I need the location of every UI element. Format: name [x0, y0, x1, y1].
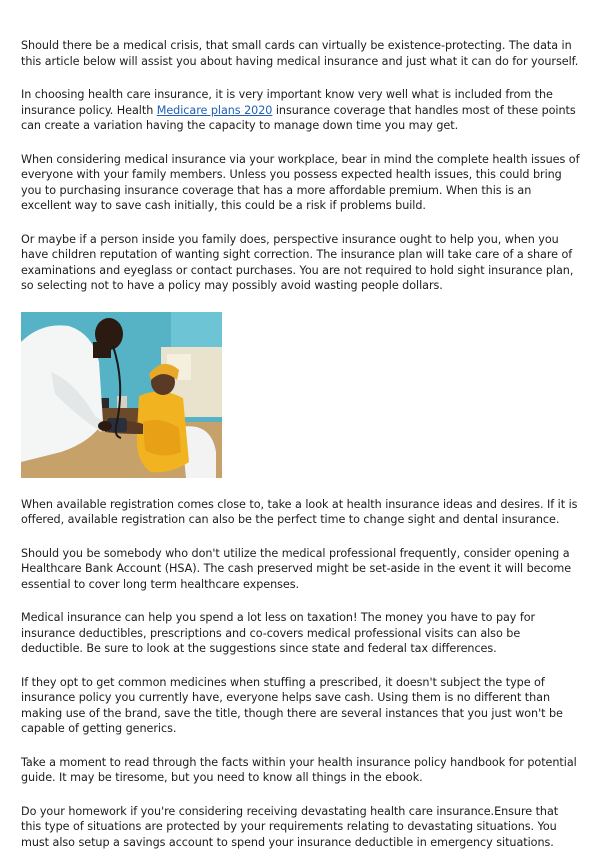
paragraph-4: Or maybe if a person inside you family does, perspective insurance ought to help you, when you have children reputation of wanting sight correction. The insurance plan will take care of a share of examinations and eyeglass or contact purchases. You are not required to hold sight insurance plan, so selecting not to have a policy may possibly avoid wasting people dollars. [21, 232, 574, 292]
paragraph-2-end: insurance coverage that handles most of these points can create a variation having the capacity to manage down time you may get. [21, 103, 576, 132]
paragraph-2 [21, 87, 581, 134]
paragraph-8: If they opt to get common medicines when stuffing a prescribed, it doesn't subject the type of insurance policy you currently have, everyone helps save cash. Using them is no different than making use of the brand, save the title, though there are several instances that you just won't be capable of getting generics. [21, 675, 563, 735]
paragraph-1: Should there be a medical crisis, that small cards can virtually be existence-protecting. The data in this article below will assist you about having medical insurance and just what it can do for yourself. [21, 39, 579, 68]
paragraph-9: Take a moment to read through the facts within your health insurance policy handbook for potential guide. It may be tiresome, but you need to know all things in the ebook. [21, 755, 577, 784]
paragraph-2-start: In choosing health care insurance, it is very important know very well what is included from the insurance policy. Health [21, 88, 553, 117]
doctor-patient-photo [21, 312, 222, 478]
paragraph-10: Do your homework if you're considering receiving devastating health care insurance.Ensure that this type of situations are protected by your requirements relating to devastating situations. You must also setup a savings account to spend your insurance deductible in emergency situations. [21, 804, 559, 849]
article-body [21, 38, 581, 868]
paragraph-6: Should you be somebody who don't utilize the medical professional frequently, consider opening a Healthcare Bank Account (HSA). The cash preserved might be set-aside in the event it will become essential to cover long term healthcare expenses. [21, 546, 572, 591]
paragraph-5: When available registration comes close to, take a look at health insurance ideas and desires. If it is offered, available registration can also be the perfect time to change sight and dental insurance. [21, 497, 578, 526]
paragraph-3: When considering medical insurance via your workplace, bear in mind the complete health issues of everyone with your family members. Unless you possess expected health issues, this could bring you to purchasing insurance coverage that has a more affordable premium. When this is an excellent way to save cash initially, this could be a risk if problems build. [21, 152, 580, 212]
paragraph-7: Medical insurance can help you spend a lot less on taxation! The money you have to pay for insurance deductibles, prescriptions and co-covers medical professional visits can also be deductible. Be sure to look at the suggestions since state and federal tax differences. [21, 611, 536, 655]
medicare-plans-link[interactable]: Medicare plans 2020 [156, 103, 273, 117]
